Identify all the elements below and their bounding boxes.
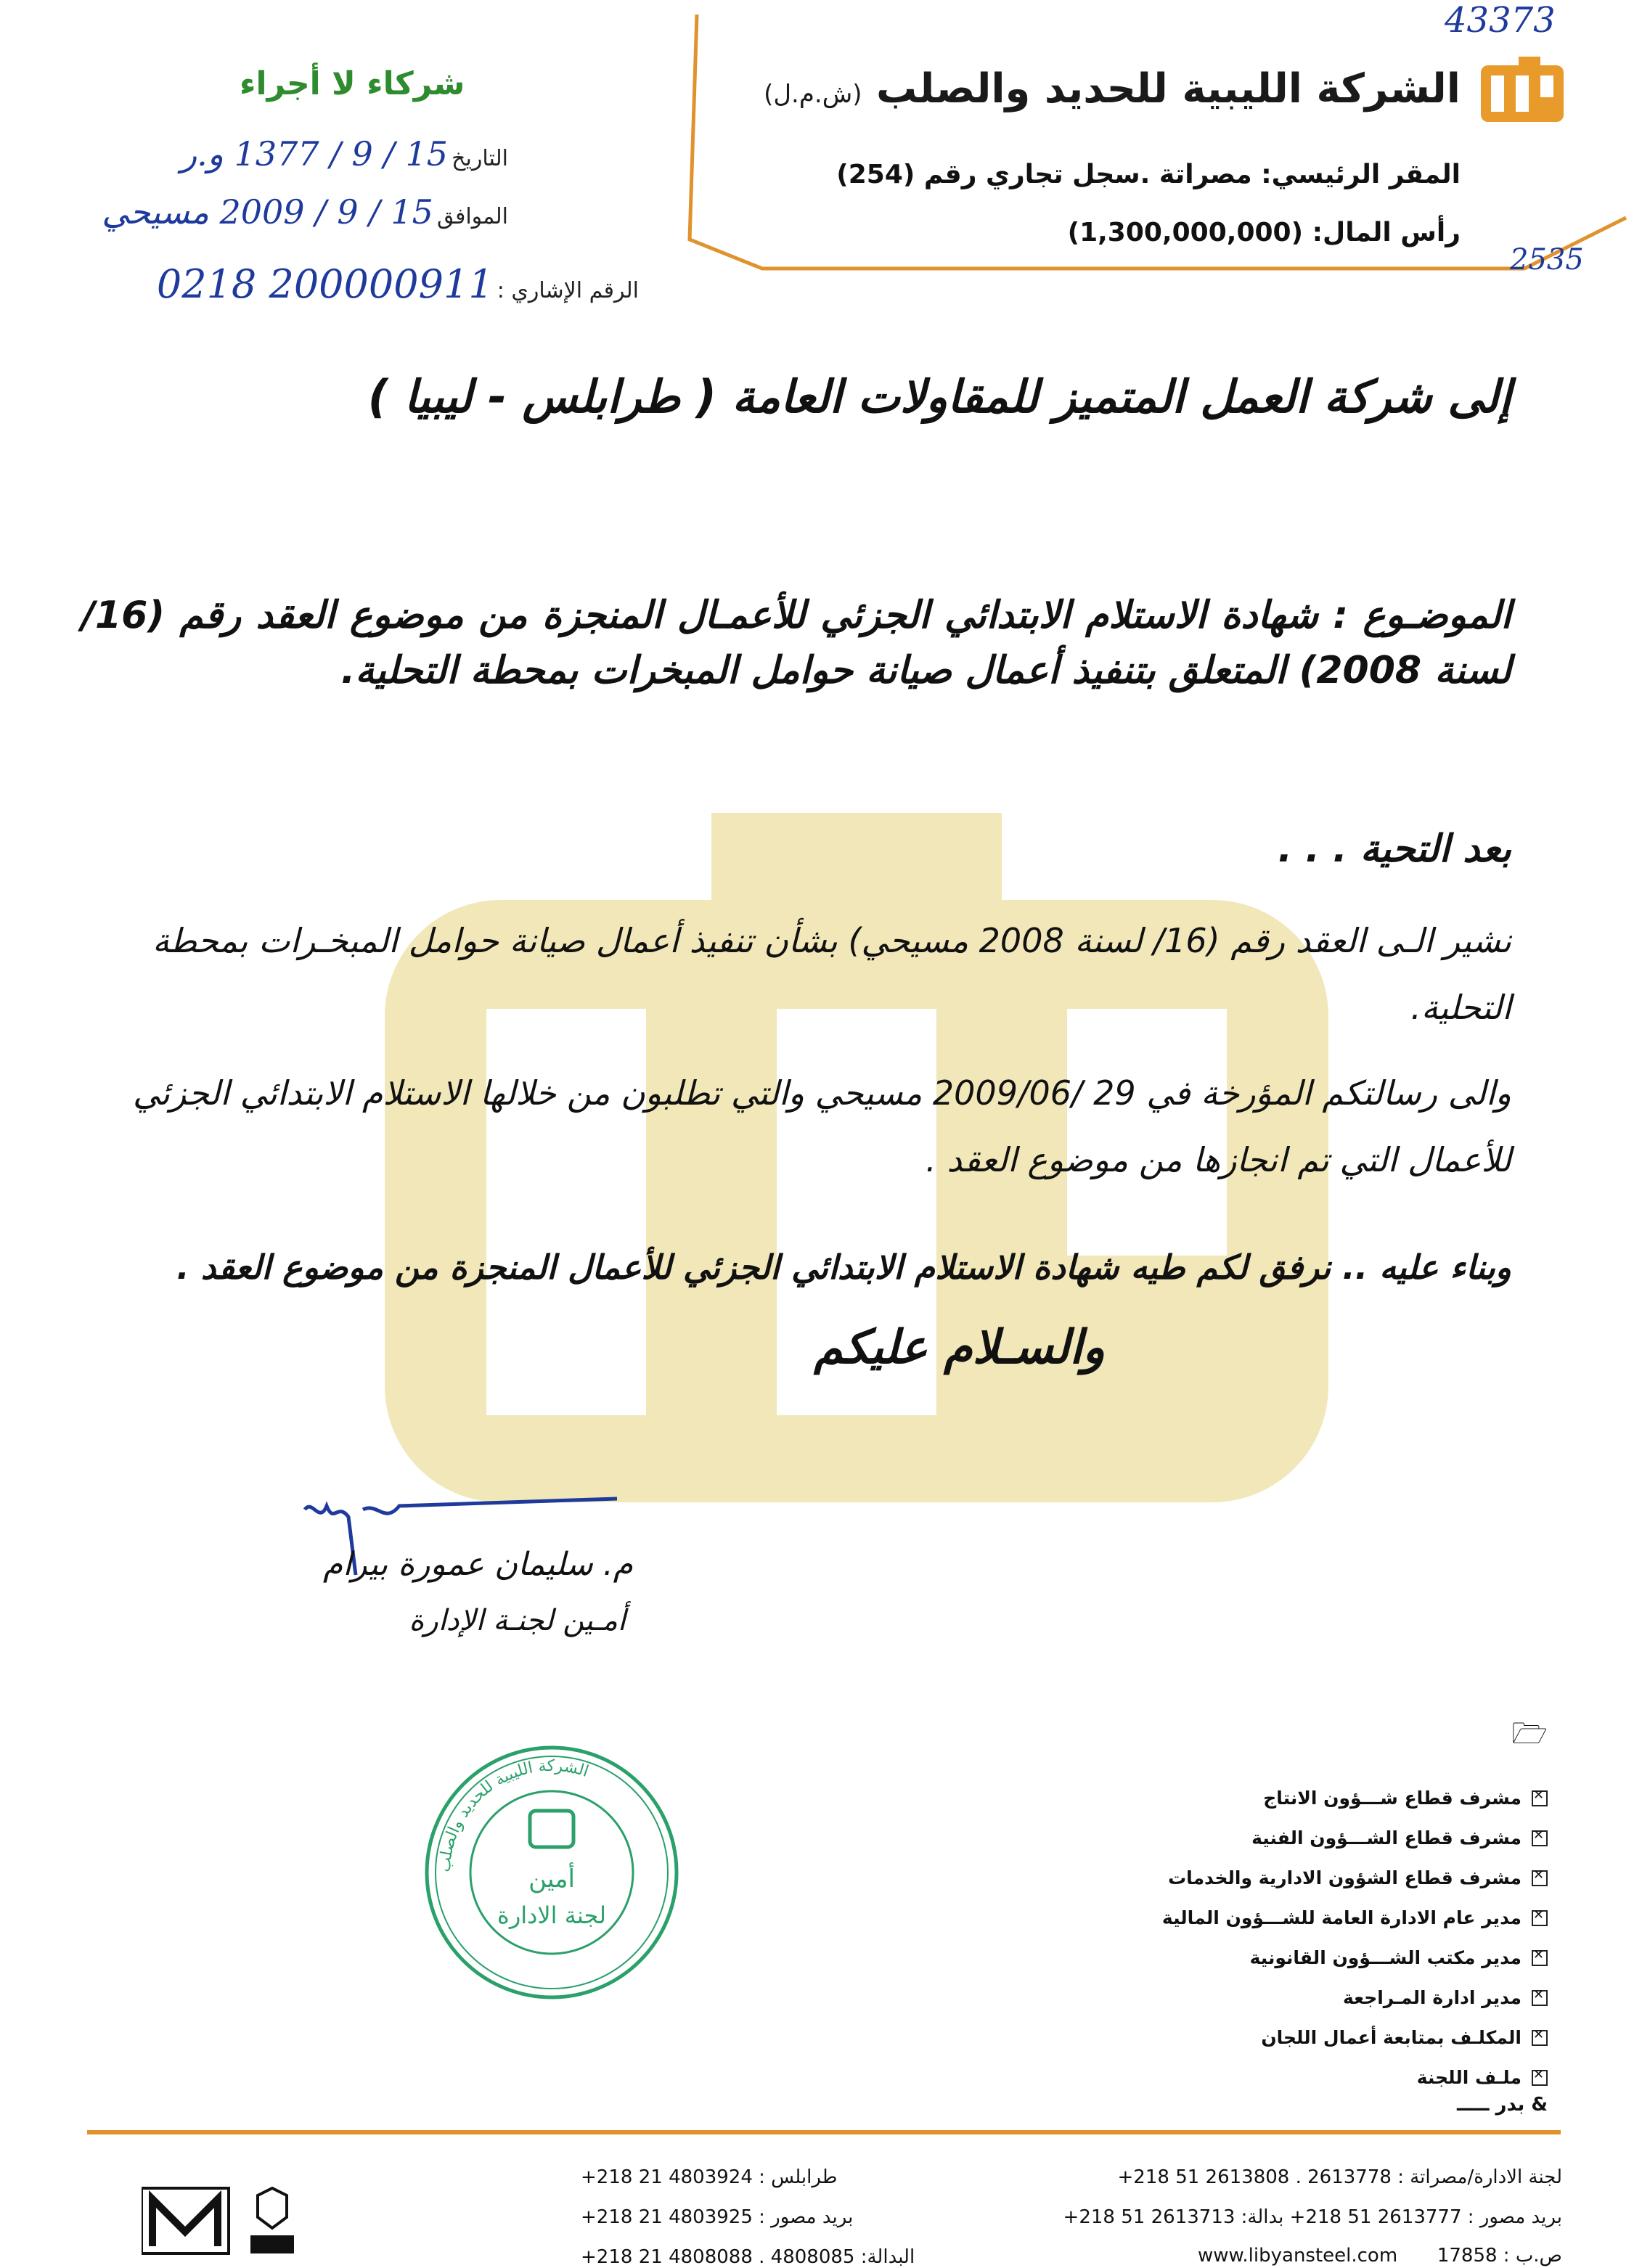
- corresponding-date-row: [15, 192, 508, 232]
- svg-text:الشركة الليبية للحديد والصلب: [436, 1757, 591, 1873]
- greeting: بعد التحية . . .: [1278, 827, 1511, 871]
- distribution-item-label: ملـف اللجنة: [1416, 2067, 1521, 2088]
- company-logo-icon: [1475, 51, 1569, 131]
- partners-slogan: شركاء لا أجراء: [240, 65, 465, 102]
- distribution-item-label: مشرف قطاع الشؤون الادارية والخدمات: [1168, 1867, 1521, 1888]
- paragraph-2: والى رسالتكم المؤرخة في 29 /2009/06 مسيحي والتي تطلبون من خلالها الاستلام الابتدائي الجزئي للأعمال التي تم انجازها من موضوع العقد .: [132, 1073, 1511, 1179]
- distribution-item: [996, 2058, 1548, 2097]
- distribution-list: [996, 1778, 1548, 2097]
- footer-tripoli: طرابلس : 4803924 21 218+: [581, 2166, 838, 2188]
- checkbox-icon: [1532, 1830, 1548, 1846]
- date-gregorian: 15 / 9 / 2009 مسيحي: [102, 192, 433, 232]
- checkbox-icon: [1532, 1790, 1548, 1806]
- checkbox-icon: [1532, 1950, 1548, 1966]
- distribution-item: [996, 1978, 1548, 2018]
- capital-line: رأس المال: (1,300,000,000): [1067, 218, 1461, 247]
- footer-divider: [87, 2130, 1561, 2134]
- signatory-name: م. سليمان عمورة بيرام: [322, 1546, 633, 1583]
- closing-salutation: والسـلام عليكم: [814, 1321, 1105, 1375]
- distribution-icons: [1511, 1713, 1548, 1762]
- paragraph-1: نشير الـى العقد رقم (16/ لسنة 2008 مسيحي) بشأن تنفيذ أعمال صيانة حوامل المبخـرات بمحطة التحلية.: [152, 921, 1511, 1027]
- footer-po-box: ص.ب : 17858: [1437, 2245, 1562, 2267]
- footer-committee: لجنة الادارة/مصراتة : 2613778 . 2613808 51 218+: [1117, 2166, 1562, 2188]
- distribution-item: [996, 1818, 1548, 1858]
- distribution-item-label: مدير ادارة المـراجعة: [1342, 1987, 1521, 2008]
- footer-fax: بريد مصور : 2613777 51 218+ بدالة: 2613713 51 218+: [1063, 2206, 1562, 2228]
- distribution-item: [996, 2018, 1548, 2058]
- date-label: التاريخ: [452, 146, 508, 171]
- checkbox-icon: [1532, 1870, 1548, 1886]
- distribution-item-label: مشرف قطاع الشـــؤون الفنية: [1251, 1827, 1521, 1849]
- headquarters-line: المقر الرئيسي: مصراتة .سجل تجاري رقم (254): [836, 160, 1461, 189]
- recipient: إلى شركة العمل المتميز للمقاولات العامة ( طرابلس - ليبيا ): [367, 370, 1511, 423]
- distribution-item-label: مدير مكتب الشـــؤون القانونية: [1249, 1947, 1521, 1968]
- signatory-title: أمـين لجنـة الإدارة: [409, 1604, 626, 1637]
- distribution-item-label: مشرف قطاع شـــؤون الانتاج: [1263, 1788, 1521, 1809]
- checkbox-icon: [1532, 2070, 1548, 2086]
- page-reference: 2535: [1510, 243, 1584, 277]
- date-row: [58, 134, 508, 173]
- checkbox-icon: [1532, 2030, 1548, 2046]
- distribution-item: [996, 1778, 1548, 1818]
- reference-label: الرقم الإشاري :: [497, 278, 639, 303]
- stamp-center-text-1: أمين: [528, 1864, 575, 1894]
- footer-po: بريد مصور : 4803925 21 218+: [581, 2206, 854, 2228]
- stamp-ring-text: الشركة الليبية للحديد والصلب: [436, 1756, 591, 1873]
- distribution-item-label: المكلـف بمتابعة أعمال اللجان: [1261, 2027, 1521, 2048]
- distribution-item-label: مدير عام الادارة العامة للشـــؤون المالية: [1161, 1907, 1521, 1928]
- company-name-text: الشركة الليبية للحديد والصلب: [876, 65, 1461, 112]
- checkbox-icon: [1532, 1990, 1548, 2006]
- reference-row: [58, 261, 639, 307]
- stamp-center-text-2: لجنة الادارة: [497, 1901, 606, 1929]
- date-hijri: 15 / 9 / 1377 و.ر: [180, 134, 449, 173]
- certification-logos-icon: [142, 2181, 309, 2261]
- company-type: (ش.م.ل): [764, 80, 862, 109]
- distribution-item: [996, 1938, 1548, 1978]
- footer-exchange: البدالة: 4808085 . 4808088 21 218+: [581, 2246, 915, 2268]
- footer-website: www.libyansteel.com: [1198, 2245, 1398, 2267]
- paragraph-3: وبناء عليه .. نرفق لكم طيه شهادة الاستلام الابتدائي الجزئي للأعمال المنجزة من موضوع العقد .: [176, 1248, 1511, 1287]
- corresponding-label: الموافق: [436, 204, 508, 229]
- distribution-item: [996, 1898, 1548, 1938]
- file-number: 43373: [1445, 0, 1556, 41]
- official-stamp: [421, 1742, 682, 2003]
- distribution-item: [996, 1858, 1548, 1898]
- company-name: [764, 65, 1461, 112]
- subject: الموضـوع : شهادة الاستلام الابتدائي الجزئي للأعمـال المنجزة من موضوع العقد رقم (16/ لسنة 2008) المتعلق بتنفيذ أعمال صيانة حوامل المبخرات بمحطة التحلية.: [81, 594, 1511, 692]
- checkbox-icon: [1532, 1910, 1548, 1926]
- reference-number: 200000911 0218: [156, 261, 494, 307]
- folder-icon: 🗁: [1511, 1717, 1548, 1751]
- cc-line: & بدر ـــــ: [1457, 2094, 1548, 2116]
